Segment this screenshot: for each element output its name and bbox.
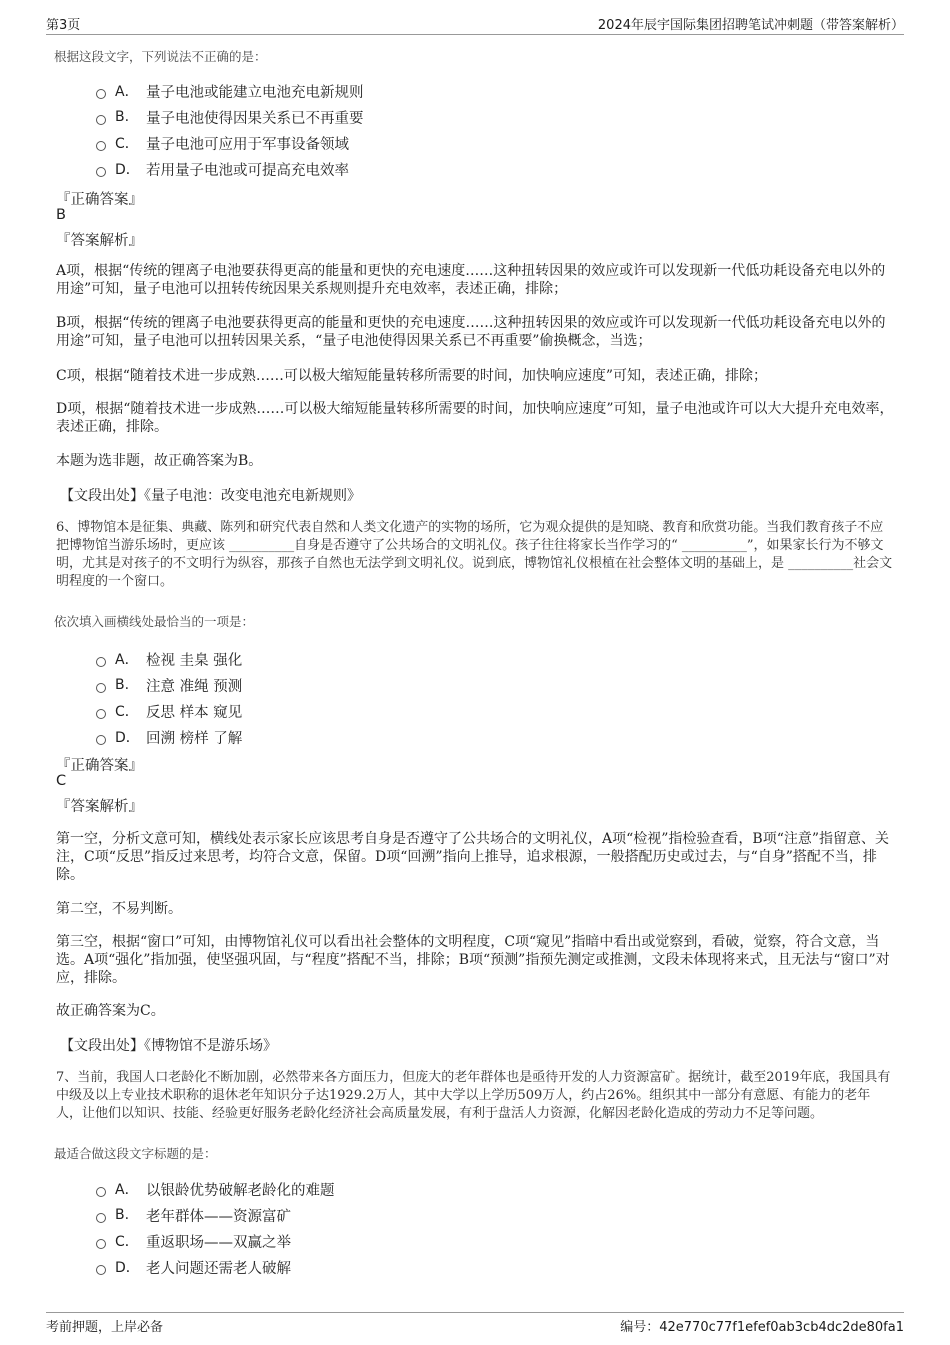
q7-passage: 7、当前，我国人口老龄化不断加剧，必然带来各方面压力，但庞大的老年群体也是亟待开发的人力资源富矿。据统计，截至2019年底，我国具有中级及以上专业技术职称的退休老年知识分子达1929.2万人，其中大学以上学历509万人，约占26%。组织其中一部分有意愿、有能力的老年人，让他们以知识、技能、经验更好服务老龄化经济社会高质量发展，有利于盘活人力资源，化解因老龄化造成的劳动力不足等问题。	[56, 1070, 891, 1121]
q5-analysis-b: B项，根据“传统的锂离子电池要获得更高的能量和更快的充电速度……这种扭转因果的效应或许可以发现新一代低功耗设备充电以外的用途”可知，量子电池可以扭转因果关系，“量子电池使得因果关系已不再重要”偷换概念，当选；	[56, 315, 886, 349]
q5-answer: B	[56, 207, 66, 223]
q5-option-c[interactable]: C． 量子电池可应用于军事设备领域	[96, 130, 364, 156]
q6-analysis-2: 第二空，不易判断。	[56, 901, 182, 917]
q5-source: 【文段出处】《量子电池：改变电池充电新规则》	[60, 488, 361, 504]
q6-options	[96, 646, 242, 750]
document-id: 编号：42e770c77f1efef0ab3cb4dc2de80fa1	[620, 1320, 904, 1335]
radio-icon[interactable]	[96, 89, 106, 99]
q5-answer-label: 『正确答案』	[56, 192, 143, 208]
radio-icon[interactable]	[96, 735, 106, 745]
q6-prompt: 依次填入画横线处最恰当的一项是：	[54, 614, 255, 629]
radio-icon[interactable]	[96, 1213, 106, 1223]
q7-option-b[interactable]: B. 老年群体——资源富矿	[96, 1202, 335, 1228]
q5-analysis-d: D项，根据“随着技术进一步成熟……可以极大缩短能量转移所需要的时间，加快响应速度”可知，量子电池或许可以大大提升充电效率，表述正确，排除。	[56, 401, 894, 435]
q5-conclusion: 本题为选非题，故正确答案为B。	[56, 453, 263, 469]
q7-option-c[interactable]: C． 重返职场——双赢之举	[96, 1228, 335, 1254]
q5-prompt: 根据这段文字，下列说法不正确的是：	[54, 49, 267, 64]
page-number: 第3页	[46, 18, 81, 33]
q7-prompt: 最适合做这段文字标题的是：	[54, 1146, 217, 1161]
q5-option-a[interactable]: A． 量子电池或能建立电池充电新规则	[96, 78, 364, 104]
q5-options	[96, 78, 364, 182]
q6-option-b[interactable]: B. 注意 准绳 预测	[96, 672, 242, 698]
q6-option-c[interactable]: C． 反思 样本 窥见	[96, 698, 242, 724]
q6-analysis-1: 第一空，分析文意可知，横线处表示家长应该思考自身是否遵守了公共场合的文明礼仪，A项“检视”指检验查看，B项“注意”指留意、关注，C项“反思”指反过来思考，均符合文意，保留。D项“回溯”指向上推导，追求根源，一般搭配历史或过去，与“自身”搭配不当，排除。	[56, 831, 890, 883]
q6-option-a[interactable]: A． 检视 圭臬 强化	[96, 646, 242, 672]
q7-options	[96, 1176, 335, 1280]
radio-icon[interactable]	[96, 1187, 106, 1197]
radio-icon[interactable]	[96, 167, 106, 177]
page-footer	[46, 1312, 904, 1335]
q7-option-a[interactable]: A． 以银龄优势破解老龄化的难题	[96, 1176, 335, 1202]
radio-icon[interactable]	[96, 657, 106, 667]
q6-answer: C	[56, 773, 67, 789]
q5-analysis-c: C项，根据“随着技术进一步成熟……可以极大缩短能量转移所需要的时间，加快响应速度”可知，表述正确，排除；	[56, 368, 768, 384]
q5-analysis-a: A项，根据“传统的锂离子电池要获得更高的能量和更快的充电速度……这种扭转因果的效应或许可以发现新一代低功耗设备充电以外的用途”可知，量子电池可以扭转传统因果关系规则提升充电效率，表述正确，排除；	[56, 263, 886, 297]
q6-analysis-label: 『答案解析』	[56, 799, 143, 815]
q5-option-d[interactable]: D． 若用量子电池或可提高充电效率	[96, 156, 364, 182]
q7-option-d[interactable]: D． 老人问题还需老人破解	[96, 1254, 335, 1280]
q6-source: 【文段出处】《博物馆不是游乐场》	[60, 1038, 277, 1054]
radio-icon[interactable]	[96, 141, 106, 151]
radio-icon[interactable]	[96, 1239, 106, 1249]
radio-icon[interactable]	[96, 1265, 106, 1275]
radio-icon[interactable]	[96, 709, 106, 719]
q5-analysis-label: 『答案解析』	[56, 233, 143, 249]
q6-option-d[interactable]: D． 回溯 榜样 了解	[96, 724, 242, 750]
q6-passage: 6、博物馆本是征集、典藏、陈列和研究代表自然和人类文化遗产的实物的场所，它为观众提供的是知晓、教育和欣赏功能。当我们教育孩子不应把博物馆当游乐场时，更应该 __________自身是否遵守了公共场合的文明礼仪。孩子往往将家长当作学习的“ __________”，如果家长行为不够文明，尤其是对孩子的不文明行为纵容，那孩子自然也无法学到文明礼仪。说到底，博物馆礼仪根植在社会整体文明的基础上，是 __________社会文明程度的一个窗口。	[56, 520, 893, 589]
radio-icon[interactable]	[96, 683, 106, 693]
q6-conclusion: 故正确答案为C。	[56, 1003, 165, 1019]
q5-option-b[interactable]: B. 量子电池使得因果关系已不再重要	[96, 104, 364, 130]
q6-analysis-3: 第三空，根据“窗口”可知，由博物馆礼仪可以看出社会整体的文明程度，C项“窥见”指暗中看出或觉察到，看破，觉察，符合文意，当选。A项“强化”指加强，使坚强巩固，与“程度”搭配不当，排除；B项“预测”指预先测定或推测，文段未体现将来式，且无法与“窗口”对应，排除。	[56, 934, 890, 986]
q6-answer-label: 『正确答案』	[56, 758, 143, 774]
document-title: 2024年辰宇国际集团招聘笔试冲刺题（带答案解析）	[597, 18, 904, 33]
footer-slogan: 考前押题，上岸必备	[46, 1320, 164, 1335]
radio-icon[interactable]	[96, 115, 106, 125]
page-header	[46, 12, 904, 35]
